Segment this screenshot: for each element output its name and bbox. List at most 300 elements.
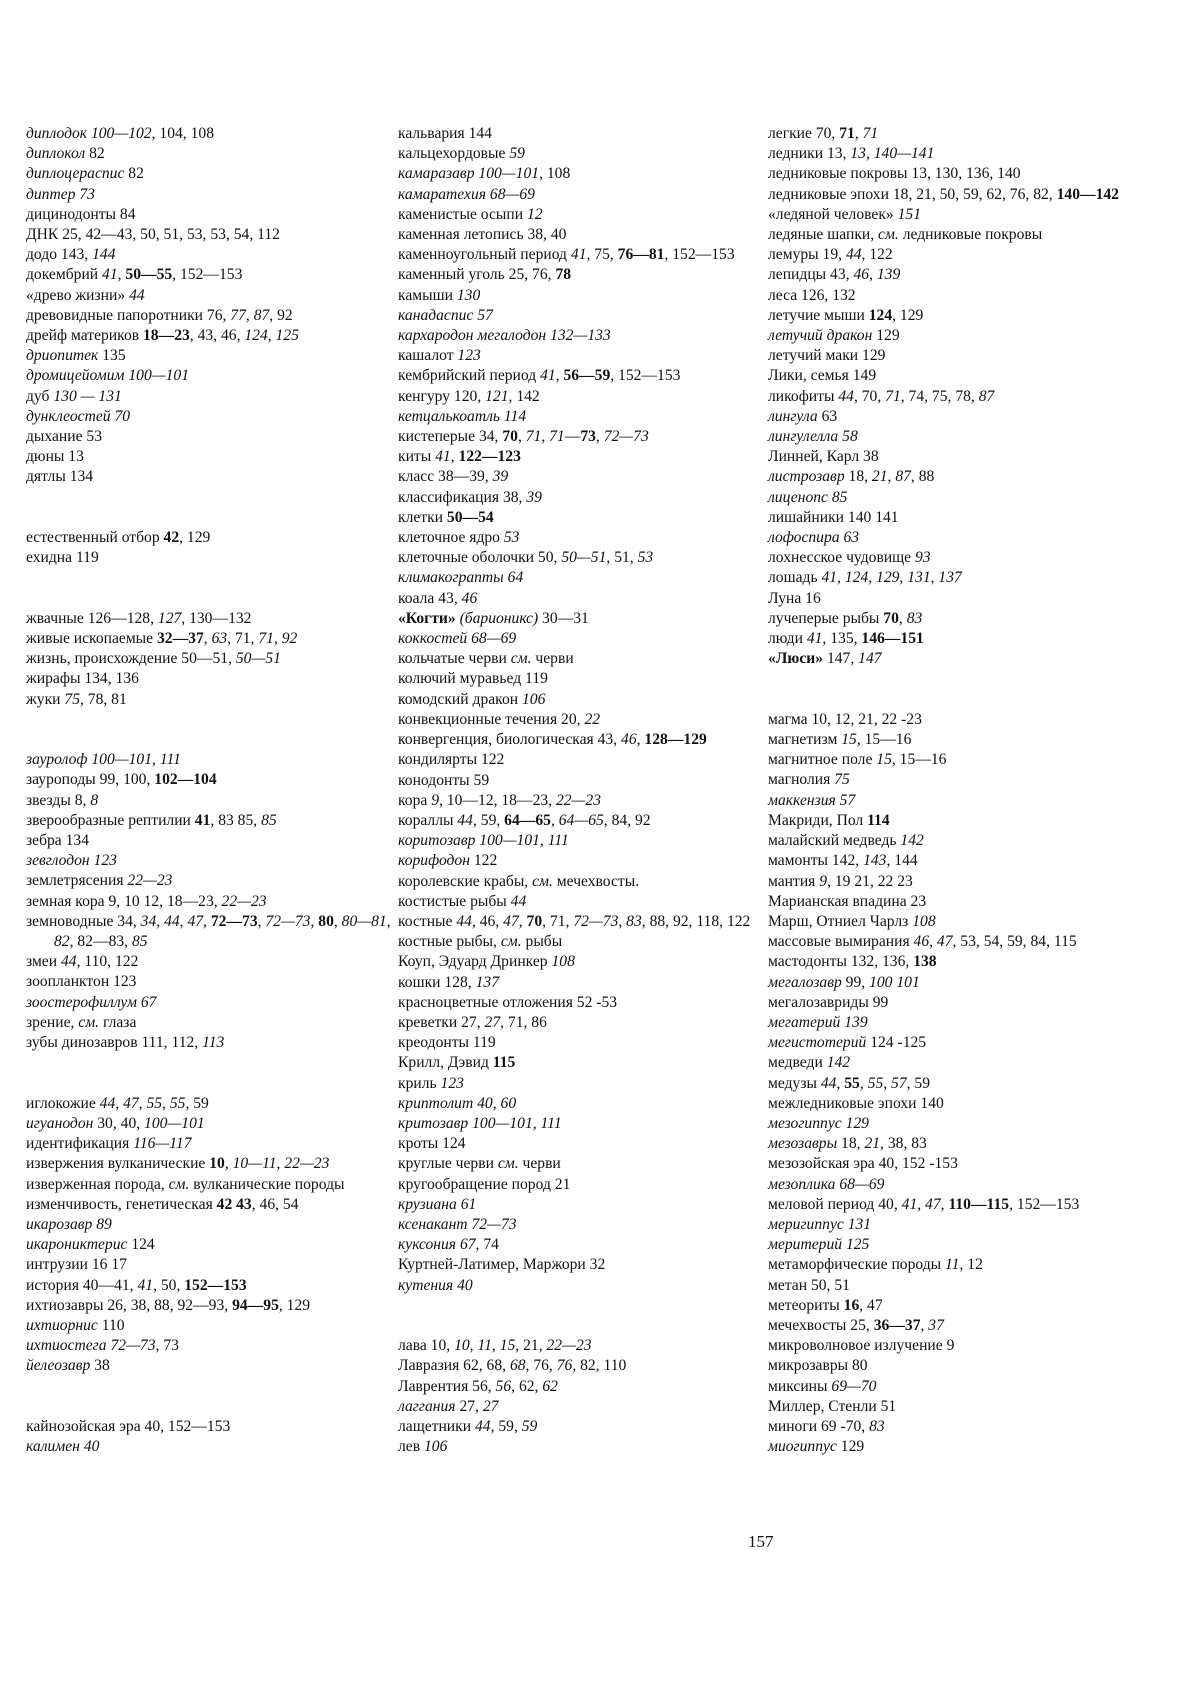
index-entry-segment: ехидна 119 [26, 549, 99, 567]
index-entry-segment: кальцехордовые [398, 145, 510, 163]
index-entry [26, 750, 401, 770]
index-entry-segment: 106 [423, 1438, 448, 1456]
index-entry-segment: 93 [915, 549, 931, 567]
index-entry-segment: , 62, [511, 1377, 543, 1395]
index-entry-segment: землетрясения [26, 872, 128, 890]
index-entry-segment: история 40—41, [26, 1276, 138, 1294]
index-entry-segment: , 110, 122 [76, 953, 139, 971]
index-entry-segment: 137 [938, 569, 962, 587]
index-entry-segment: 113 [202, 1034, 225, 1052]
index-entry-segment: 77 [230, 306, 246, 324]
index-entry-segment: 76—81 [617, 246, 665, 264]
index-entry [768, 1356, 1178, 1376]
index-entry-segment: зауроподы 99, 100, [26, 771, 155, 789]
index-entry-segment: 10—11 [232, 1155, 277, 1173]
index-entry-segment: 82 [54, 933, 70, 951]
index-entry-segment: дрейф материков [26, 327, 143, 345]
index-entry [26, 1356, 401, 1376]
index-entry-segment: колючий муравьед 119 [398, 670, 548, 688]
index-entry-segment: , 122 [861, 246, 893, 264]
index-entry-segment: ихтиостега [26, 1337, 107, 1355]
index-entry-segment: 44 [60, 953, 77, 971]
index-entry-segment: , 71, [227, 630, 259, 648]
index-entry-segment: 44 [838, 387, 854, 405]
index-entry-segment: , 82—83, [69, 933, 132, 951]
index-entry-segment: Лавразия 62, 68, [398, 1357, 510, 1375]
index-entry-segment: 40 [83, 1438, 100, 1456]
index-entry [768, 488, 1178, 508]
index-entry-segment: 41 [194, 811, 211, 829]
index-entry-segment: , [138, 1094, 147, 1112]
index-entry-segment: 85 [261, 811, 277, 829]
index-entry-segment: кашалот [398, 347, 458, 365]
index-entry-segment: 71 [525, 428, 542, 446]
index-entry [768, 568, 1178, 588]
index-entry-segment: рыбы [521, 933, 563, 951]
index-entry-segment: (барионикс) [459, 609, 539, 627]
index-entry [26, 1215, 401, 1235]
index-entry-segment: дицинодонты 84 [26, 205, 136, 223]
index-entry-segment: криптолит [398, 1094, 474, 1112]
index-entry-segment: , [550, 811, 559, 829]
index-entry-segment: 57 [477, 306, 493, 324]
index-entry-segment: 41 [435, 448, 451, 466]
index-entry-segment: 111 [159, 751, 181, 769]
index-entry-segment: , 70, [853, 387, 886, 405]
index-entry-segment: 71 [885, 387, 901, 405]
index-entry [26, 387, 401, 407]
index-entry-segment: , [450, 448, 459, 466]
index-entry-segment: , 21, [515, 1337, 547, 1355]
index-entry-segment: 22 [584, 710, 601, 728]
index-entry-segment: люди [768, 630, 807, 648]
index-entry-segment: метаморфические породы [768, 1256, 946, 1274]
index-entry-segment: кетцалькоатль [398, 407, 501, 425]
index-entry-segment: мезогиппус [768, 1114, 842, 1132]
index-entry-segment: 34 [140, 912, 157, 930]
index-entry [768, 1134, 1178, 1154]
index-entry [398, 872, 773, 892]
index-entry [26, 912, 401, 952]
index-entry-segment: 82 [124, 165, 144, 183]
index-entry-segment: 130 [456, 286, 481, 304]
index-entry [26, 690, 401, 710]
index-entry-segment: 46 [621, 731, 637, 749]
index-entry [768, 1276, 1178, 1296]
index-entry-segment: Лаврентия 56, [398, 1377, 496, 1395]
index-entry-segment: 41 [821, 569, 838, 587]
index-entry-segment: 27, [455, 1397, 483, 1415]
index-entry-segment: Макриди, Пол [768, 811, 868, 829]
index-entry-segment: 75 [64, 690, 80, 708]
index-entry-segment: 41 [102, 266, 118, 284]
letter-section-gap [26, 710, 401, 750]
index-entry [26, 245, 401, 265]
index-entry-segment: канадаспис [398, 306, 474, 324]
index-entry-segment: клеточные оболочки 50, [398, 549, 562, 567]
index-entry-segment: 11 [945, 1256, 960, 1274]
index-entry-segment: 57 [839, 791, 856, 809]
index-entry-segment: , 46, 54 [251, 1195, 299, 1213]
index-entry-segment: 60 [500, 1094, 517, 1112]
index-entry-segment: меловой период 40, [768, 1195, 902, 1213]
index-entry-segment: 144 [92, 246, 116, 264]
index-entry [398, 912, 773, 932]
index-entry-segment: , [940, 1195, 949, 1213]
index-entry-segment: 114 [867, 811, 890, 829]
index-entry-segment: 80—81 [341, 912, 387, 930]
index-entry-segment: 67 [459, 1236, 476, 1254]
index-entry [26, 791, 401, 811]
index-entry-segment: 47 [187, 912, 204, 930]
index-entry-segment: миксины [768, 1377, 832, 1395]
index-entry [768, 811, 1178, 831]
index-entry-segment: 102—104 [154, 771, 217, 789]
index-entry-segment: климакограпты [398, 569, 504, 587]
index-entry-segment: мезоплика [768, 1175, 836, 1193]
index-entry-segment: клеточное ядро [398, 529, 504, 547]
index-entry-segment: 70 [526, 912, 543, 930]
index-entry [398, 528, 773, 548]
index-entry-segment: 67 [140, 993, 157, 1011]
index-entry-segment: 87 [253, 306, 270, 324]
index-entry-segment: 18, [844, 468, 872, 486]
index-entry-segment: ихтиорнис [26, 1316, 98, 1334]
index-entry-segment: , [517, 428, 526, 446]
index-entry-segment: , 152—153 [664, 246, 735, 264]
index-entry-segment: 94—95 [232, 1296, 279, 1314]
index-column-3 [768, 124, 1178, 1457]
index-entry-segment: , 78, 81 [79, 690, 127, 708]
index-entry-segment: , 76, [525, 1357, 557, 1375]
index-entry-segment: 111 [540, 1114, 562, 1132]
index-entry [398, 831, 773, 851]
index-entry-segment: , 59, [490, 1417, 522, 1435]
index-entry [768, 1094, 1178, 1114]
index-entry-segment: «древо жизни» [26, 286, 130, 304]
index-entry [26, 851, 401, 871]
index-entry-segment: Коуп, Эдуард Дринкер [398, 953, 552, 971]
index-entry-segment: , 43, 46, [189, 327, 245, 345]
index-entry-segment: , 15—16 [891, 751, 947, 769]
index-entry-segment: 39 [526, 488, 542, 506]
index-entry-segment: — [564, 428, 581, 446]
index-entry-segment: 61 [460, 1195, 477, 1213]
index-entry-segment: , 46, [471, 912, 504, 930]
index-entry-segment: , 53, 54, 59, 84, 115 [952, 933, 1077, 951]
index-entry-segment: , [267, 327, 276, 345]
index-entry-segment: 39 [492, 468, 509, 486]
index-entry-segment: меритерий [768, 1236, 843, 1254]
index-entry-segment: 44 [510, 892, 527, 910]
index-entry-segment: , [929, 933, 937, 951]
index-entry-segment: красноцветные отложения 52 -53 [398, 993, 618, 1011]
index-entry-segment: , [930, 569, 939, 587]
index-entry-segment: 123 [457, 347, 481, 365]
index-entry [26, 265, 401, 285]
index-entry-segment: , 152—153 [172, 266, 243, 284]
index-entry-segment: 47 [123, 1094, 139, 1112]
index-entry-segment: дятлы 134 [26, 468, 94, 486]
index-entry-segment: 55 [844, 1074, 860, 1092]
index-entry-segment: кораллы [398, 811, 458, 829]
index-entry-segment: 9 [819, 872, 828, 890]
index-entry [26, 286, 401, 306]
index-entry [398, 629, 773, 649]
index-entry-segment: 41 [137, 1276, 154, 1294]
index-entry-segment: конвекционные течения 20, [398, 710, 585, 728]
index-entry [768, 407, 1178, 427]
index-entry-segment: 152—153 [184, 1276, 247, 1294]
index-entry-segment: 53 [637, 549, 654, 567]
index-entry [26, 993, 401, 1013]
index-entry-segment: , [899, 569, 908, 587]
index-entry-segment: массовые вымирания [768, 933, 914, 951]
index-entry [26, 124, 401, 144]
index-entry [26, 972, 401, 992]
index-entry-segment: , [156, 912, 165, 930]
index-entry-segment: Миллер, Стенли 51 [768, 1397, 897, 1415]
index-entry-segment: мантия [768, 872, 820, 890]
index-entry [768, 164, 1178, 184]
index-entry [398, 932, 773, 952]
index-entry-segment: идентификация [26, 1135, 134, 1153]
index-entry-segment: 41 [806, 630, 823, 648]
index-entry-segment: , [115, 1094, 124, 1112]
index-entry-segment: , [837, 569, 845, 587]
index-entry [26, 1195, 401, 1215]
index-entry-segment: 108 [551, 953, 575, 971]
index-entry [768, 548, 1178, 568]
index-entry [768, 1175, 1178, 1195]
index-entry [768, 710, 1178, 730]
index-entry-segment: 22—23 [555, 791, 602, 809]
index-entry [26, 1134, 401, 1154]
index-entry-segment: критозавр [398, 1114, 469, 1132]
index-entry-segment: лев [398, 1438, 424, 1456]
index-entry-segment: 44 [164, 912, 180, 930]
index-entry-segment: , [869, 266, 877, 284]
index-entry-segment: леса 126, 132 [768, 286, 856, 304]
index-entry-segment: мегалозавриды 99 [768, 993, 889, 1011]
index-entry-segment: , [917, 1195, 926, 1213]
index-entry-segment: «ледяной человек» [768, 205, 898, 223]
index-entry-segment: , 88, 92, 118, 122 [641, 912, 751, 930]
index-entry-segment: кошки 128, [398, 973, 476, 991]
index-entry [768, 286, 1178, 306]
index-entry-segment: коккостей [398, 630, 468, 648]
index-entry-segment: , 19 21, 22 23 [827, 872, 913, 890]
index-entry-segment: диплокол [26, 145, 86, 163]
index-entry-segment: 83 [869, 1417, 885, 1435]
index-entry [768, 508, 1178, 528]
index-entry-segment: 22—23 [221, 892, 267, 910]
index-entry [26, 871, 401, 891]
index-entry-segment: межледниковые эпохи 140 [768, 1094, 944, 1112]
index-entry [26, 447, 401, 467]
index-entry-segment: 47 [936, 933, 953, 951]
index-entry-segment: дромицейомим [26, 367, 125, 385]
index-entry-segment: 40 [477, 1094, 493, 1112]
index-entry-segment: 22—23 [284, 1155, 330, 1173]
index-entry-segment: , 152—153 [610, 367, 681, 385]
index-entry-segment: 41 [540, 367, 556, 385]
index-entry-segment: , 82, 110 [572, 1357, 627, 1375]
index-entry-segment: 22—23 [546, 1337, 592, 1355]
index-entry-segment: 56—59 [563, 367, 611, 385]
index-entry-segment: черви [531, 650, 574, 668]
index-entry [768, 629, 1178, 649]
index-entry-segment: 122 [469, 852, 498, 870]
index-entry-segment: 82 [85, 145, 105, 163]
index-entry-segment: каменистые осыпи [398, 205, 527, 223]
index-column-2 [398, 124, 773, 1457]
index-entry-segment: 50—55 [125, 266, 173, 284]
index-entry-segment: , 83 85, [210, 811, 262, 829]
index-entry [398, 488, 773, 508]
index-entry-segment: ледниковые покровы [898, 226, 1043, 244]
index-entry-segment: 55 [146, 1094, 163, 1112]
index-entry [398, 1336, 773, 1356]
index-entry-segment: малайский медведь [768, 832, 901, 850]
index-entry [398, 306, 773, 326]
index-entry-segment: лемуры 19, [768, 246, 846, 264]
index-entry-segment: 27 [484, 1013, 501, 1031]
index-entry-segment: , 84, 92 [603, 811, 651, 829]
index-entry [768, 851, 1178, 871]
index-entry [768, 791, 1178, 811]
index-entry-segment: 76 [556, 1357, 573, 1375]
index-entry-segment: 12 [526, 205, 543, 223]
index-entry-segment: магнитное поле [768, 751, 877, 769]
index-entry [398, 508, 773, 528]
index-entry-segment: 89 [96, 1215, 112, 1233]
index-entry-segment: 127 [157, 609, 182, 627]
index-entry [398, 265, 773, 285]
index-entry [26, 1114, 401, 1134]
index-entry-segment: звезды 8, [26, 791, 91, 809]
index-entry-segment: 100 101 [869, 973, 920, 991]
index-entry-segment: ледники 13, [768, 145, 851, 163]
index-entry-segment: 123 [440, 1074, 464, 1092]
index-entry-segment: Луна 16 [768, 589, 821, 607]
index-entry-segment: диптер [26, 185, 76, 203]
index-entry-segment: 53 [503, 529, 520, 547]
index-entry [398, 548, 773, 568]
index-entry-segment: 130 — 131 [53, 387, 122, 405]
index-entry-segment: 100—101 [479, 832, 540, 850]
index-entry-segment: 63 [843, 529, 860, 547]
index-entry-segment: кальвария 144 [398, 125, 492, 142]
index-entry-segment: , [859, 1074, 868, 1092]
index-entry-segment: , [492, 1094, 501, 1112]
index-entry-segment: 139 [844, 1013, 868, 1031]
index-entry [398, 407, 773, 427]
index-entry-segment: 15 [499, 1337, 516, 1355]
index-entry [398, 1134, 773, 1154]
index-entry-segment: лаггания [398, 1397, 456, 1415]
index-entry-segment: интрузии 16 17 [26, 1256, 127, 1274]
index-entry [768, 952, 1178, 972]
index-entry-segment: ледниковые эпохи 18, 21, 50, 59, 62, 76, 82, [768, 185, 1057, 203]
index-entry-segment: 124 -125 [866, 1034, 927, 1052]
index-entry-segment: 71 [862, 125, 879, 142]
index-entry-segment: метан 50, 51 [768, 1276, 850, 1294]
index-entry-segment: , 129 [179, 529, 211, 547]
index-entry-segment: , [836, 1074, 845, 1092]
index-entry-segment: коритозавр [398, 832, 476, 850]
index-entry-segment: 85 [831, 488, 848, 506]
index-entry-segment: кроты 124 [398, 1135, 466, 1153]
index-entry-segment: 110—115 [948, 1195, 1010, 1213]
index-entry-segment: калимен [26, 1438, 80, 1456]
index-entry-segment: 63 [211, 630, 228, 648]
index-entry-segment: 72—73 [603, 428, 649, 446]
index-entry-segment: кархародон мегалодон [398, 327, 547, 345]
index-entry-segment: 100—102 [90, 125, 152, 142]
index-entry [398, 690, 773, 710]
index-entry-segment: 72—73 [471, 1215, 517, 1233]
index-entry-segment: , 104, 108 [151, 125, 214, 142]
index-entry [768, 427, 1178, 447]
index-entry [26, 629, 401, 649]
index-entry-segment: 44 [845, 246, 862, 264]
index-entry-segment: каменная летопись 38, 40 [398, 226, 567, 244]
index-entry [26, 952, 401, 972]
index-entry-segment: 46 [913, 933, 930, 951]
index-entry [768, 265, 1178, 285]
index-entry-segment: дриопитек [26, 347, 99, 365]
index-entry-segment: , 74, 75, 78, [900, 387, 979, 405]
index-entry-segment: 71 [258, 630, 274, 648]
index-entry-segment: 59 [521, 1417, 538, 1435]
index-entry-segment: Марш, Отниел Чарлз [768, 912, 913, 930]
index-entry [26, 548, 401, 568]
index-entry-segment: черви [518, 1155, 561, 1173]
index-entry-segment: докембрий [26, 266, 103, 284]
index-entry-segment: , [310, 912, 319, 930]
index-entry-segment: древовидные папоротники 76, [26, 306, 231, 324]
index-entry [768, 892, 1178, 912]
index-entry-segment: ихтиозавры 26, 38, 88, 92—93, [26, 1296, 233, 1314]
index-entry-segment: 15 [876, 751, 892, 769]
index-entry [768, 1195, 1178, 1215]
index-entry-segment: кенгуру 120, [398, 387, 486, 405]
index-entry-segment: 129 [872, 327, 900, 345]
index-entry-segment: вулканические породы [189, 1175, 345, 1193]
index-entry-segment: киты [398, 448, 436, 466]
index-entry [398, 791, 773, 811]
index-entry [398, 649, 773, 669]
index-entry-segment: 137 [475, 973, 499, 991]
index-entry-segment: зауролоф [26, 751, 88, 769]
index-entry-segment: 55 [169, 1094, 186, 1112]
index-entry-segment: дунклеостей [26, 407, 111, 425]
index-entry-segment: 32—37 [156, 630, 204, 648]
index-entry-segment: 87 [978, 387, 995, 405]
index-entry [26, 1235, 401, 1255]
index-entry-segment: 140—142 [1056, 185, 1119, 203]
index-entry-segment: живые ископаемые [26, 630, 157, 648]
index-entry-segment: , 38, 83 [880, 1135, 927, 1153]
index-entry-segment: 64—65 [558, 811, 604, 829]
index-entry-segment: см. [78, 1013, 100, 1031]
index-entry-segment: , [491, 1337, 500, 1355]
index-entry-segment: 50—51 [235, 650, 281, 668]
index-entry [398, 771, 773, 791]
index-entry-segment: 50—54 [446, 508, 494, 526]
index-entry-segment: см. [510, 650, 532, 668]
